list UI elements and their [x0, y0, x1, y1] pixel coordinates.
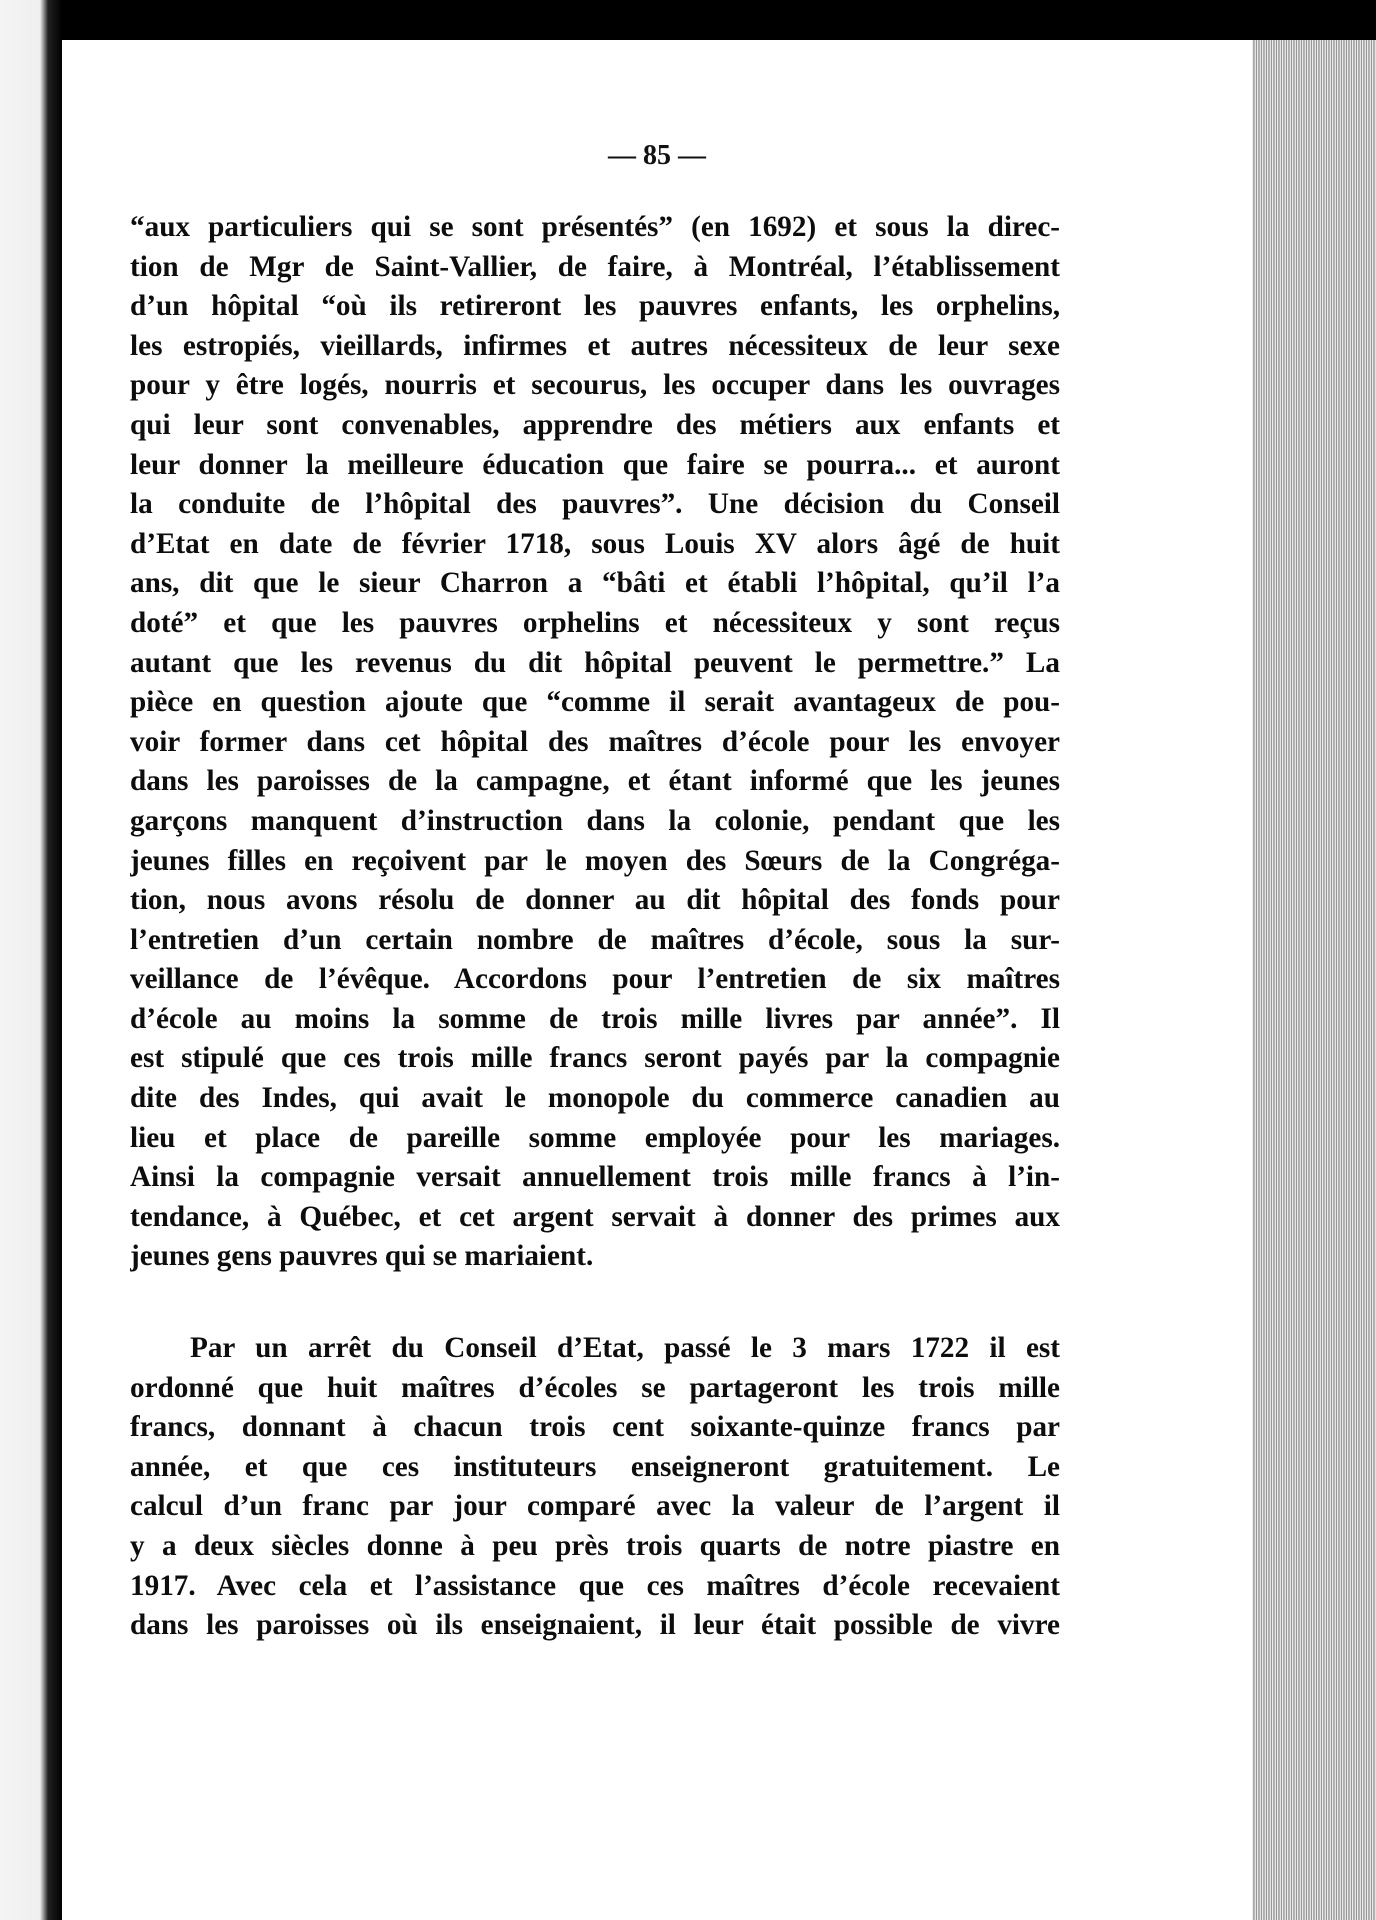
text-line: doté” et que les pauvres orphelins et nécessiteux y sont reçus — [130, 606, 1060, 639]
text-line: dite des Indes, qui avait le monopole du commerce canadien au — [130, 1082, 1060, 1115]
text-line: Ainsi la compagnie versait annuellement trois mille francs à l’in- — [130, 1161, 1060, 1194]
text-line: autant que les revenus du dit hôpital peuvent le permettre.” La — [130, 646, 1060, 679]
text-line: ordonné que huit maîtres d’écoles se partageront les trois mille — [130, 1371, 1060, 1404]
text-line: pour y être logés, nourris et secourus, les occuper dans les ouvrages — [130, 369, 1060, 402]
text-line: ans, dit que le sieur Charron a “bâti et établi l’hôpital, qu’il l’a — [130, 567, 1060, 600]
text-line: voir former dans cet hôpital des maîtres d’école pour les envoyer — [130, 725, 1060, 758]
text-line: “aux particuliers qui se sont présentés” (en 1692) et sous la direc- — [130, 211, 1060, 243]
text-line: calcul d’un franc par jour comparé avec la valeur de l’argent il — [130, 1490, 1060, 1523]
text-line: dans les paroisses où ils enseignaient, il leur était possible de vivre — [130, 1609, 1060, 1642]
text-line: lieu et place de pareille somme employée pour les mariages. — [130, 1121, 1060, 1154]
paragraph — [130, 1329, 1060, 1646]
text-line: qui leur sont convenables, apprendre des métiers aux enfants et — [130, 408, 1060, 441]
text-line: d’Etat en date de février 1718, sous Louis XV alors âgé de huit — [130, 527, 1060, 560]
paragraph-gap — [130, 1277, 1060, 1329]
paragraph — [130, 208, 1060, 1277]
text-line: d’école au moins la somme de trois mille livres par année”. Il — [130, 1002, 1060, 1035]
body-text — [130, 208, 1060, 1646]
text-line: tion de Mgr de Saint-Vallier, de faire, à Montréal, l’établissement — [130, 250, 1060, 283]
text-line: d’un hôpital “où ils retireront les pauvres enfants, les orphelins, — [130, 290, 1060, 323]
text-line: leur donner la meilleure éducation que faire se pourra... et auront — [130, 448, 1060, 481]
page-number: — 85 — — [608, 140, 706, 171]
text-line: l’entretien d’un certain nombre de maîtres d’école, sous la sur- — [130, 923, 1060, 956]
text-line: veillance de l’évêque. Accordons pour l’entretien de six maîtres — [130, 963, 1060, 996]
text-line: tendance, à Québec, et cet argent servait à donner des primes aux — [130, 1200, 1060, 1233]
text-line: dans les paroisses de la campagne, et étant informé que les jeunes — [130, 765, 1060, 798]
text-line: jeunes gens pauvres qui se mariaient. — [130, 1240, 594, 1273]
text-line: Par un arrêt du Conseil d’Etat, passé le 3 mars 1722 il est — [190, 1332, 1060, 1365]
text-line: est stipulé que ces trois mille francs seront payés par la compagnie — [130, 1042, 1060, 1075]
text-line: tion, nous avons résolu de donner au dit hôpital des fonds pour — [130, 884, 1060, 917]
text-line: jeunes filles en reçoivent par le moyen des Sœurs de la Congréga- — [130, 844, 1060, 877]
text-line: les estropiés, vieillards, infirmes et autres nécessiteux de leur sexe — [130, 329, 1060, 362]
text-line: pièce en question ajoute que “comme il serait avantageux de pou- — [130, 686, 1060, 719]
text-line: francs, donnant à chacun trois cent soixante-quinze francs par — [130, 1411, 1060, 1444]
right-page-edges — [1252, 40, 1376, 1920]
left-page-edge — [0, 0, 62, 1920]
text-line: année, et que ces instituteurs enseigneront gratuitement. Le — [130, 1450, 1060, 1483]
text-line: y a deux siècles donne à peu près trois quarts de notre piastre en — [130, 1530, 1060, 1562]
text-line: garçons manquent d’instruction dans la colonie, pendant que les — [130, 804, 1060, 837]
text-line: la conduite de l’hôpital des pauvres”. Une décision du Conseil — [130, 488, 1060, 521]
text-line: 1917. Avec cela et l’assistance que ces maîtres d’école recevaient — [130, 1569, 1060, 1602]
